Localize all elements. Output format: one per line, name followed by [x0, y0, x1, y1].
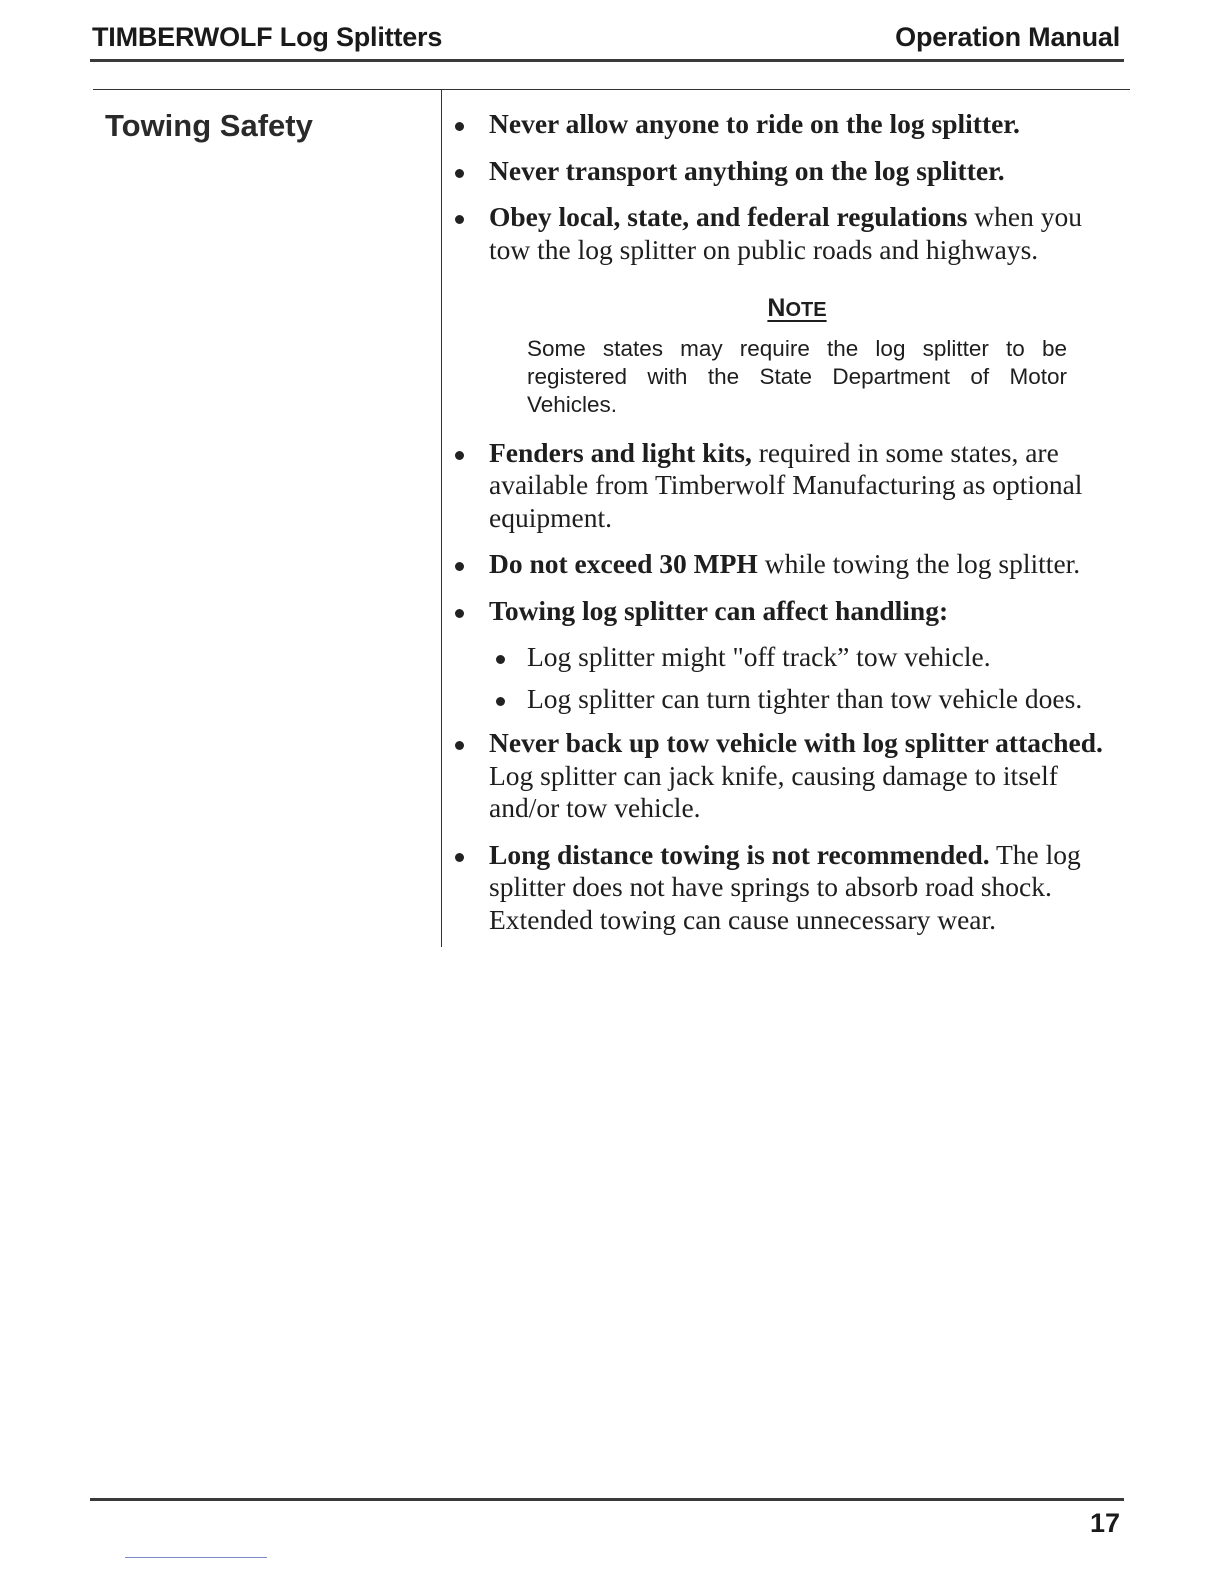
- header-manual-title: Operation Manual: [895, 22, 1120, 52]
- note-title: NOTE: [767, 294, 827, 322]
- item-bold: Never back up tow vehicle with log splitter attached.: [489, 727, 1103, 758]
- list-item: [455, 155, 1115, 188]
- item-bold: Never transport anything on the log splitter.: [489, 154, 1005, 186]
- footer-rule: [90, 1498, 1124, 1501]
- item-text: while towing the log splitter.: [757, 548, 1081, 579]
- page-number: 17: [1089, 1508, 1120, 1538]
- item-text: when you tow the log splitter on public roads and highways.: [489, 201, 1082, 265]
- sub-item-text: Log splitter might "off track” tow vehicle.: [527, 641, 991, 672]
- list-item: [455, 548, 1115, 581]
- bullet-icon: [455, 215, 464, 224]
- bullet-icon: [496, 697, 505, 706]
- bullet-icon: [455, 169, 464, 178]
- item-bold: Long distance towing is not recommended.: [489, 838, 990, 870]
- section-title: Towing Safety: [105, 108, 313, 143]
- column-divider: [441, 90, 442, 947]
- item-text: The log splitter does not have springs to absorb road shock. Extended towing can cause unnecessary wear.: [489, 838, 1081, 935]
- list-item: [455, 437, 1115, 535]
- sub-item-text: Log splitter can turn tighter than tow vehicle does.: [527, 682, 1083, 714]
- footer-mark: [125, 1557, 267, 1558]
- item-bold: Obey local, state, and federal regulations: [489, 201, 968, 232]
- item-bold: Never allow anyone to ride on the log splitter.: [489, 108, 1020, 139]
- item-bold: Towing log splitter can affect handling:: [489, 594, 949, 626]
- bullet-icon: [455, 853, 464, 862]
- list-item: [455, 595, 1115, 628]
- item-text: required in some states, are available from Timberwolf Manufacturing as optional equipment.: [489, 436, 1083, 533]
- bullet-icon: [496, 655, 505, 664]
- list-item: [455, 839, 1115, 937]
- sub-list-item: [455, 641, 1115, 674]
- item-bold: Do not exceed 30 MPH: [489, 548, 758, 579]
- note-body: Some states may require the log splitter to be registered with the State Department of Motor Vehicles.: [527, 335, 1067, 417]
- list-item: [455, 108, 1115, 141]
- header-rule: [90, 59, 1124, 62]
- safety-list: [455, 108, 1115, 936]
- note-box: [527, 292, 1067, 419]
- section-rule: [93, 89, 1130, 90]
- item-bold: Fenders and light kits,: [489, 436, 752, 468]
- bullet-icon: [455, 609, 464, 618]
- sub-list-item: [455, 683, 1115, 716]
- bullet-icon: [455, 451, 464, 460]
- header-title: TIMBERWOLF Log Splitters: [92, 22, 443, 52]
- item-text: Log splitter can jack knife, causing damage to itself and/or tow vehicle.: [489, 759, 1058, 823]
- list-item: [455, 727, 1115, 825]
- list-item: [455, 201, 1115, 266]
- bullet-icon: [455, 562, 464, 571]
- bullet-icon: [455, 122, 464, 131]
- bullet-icon: [455, 741, 464, 750]
